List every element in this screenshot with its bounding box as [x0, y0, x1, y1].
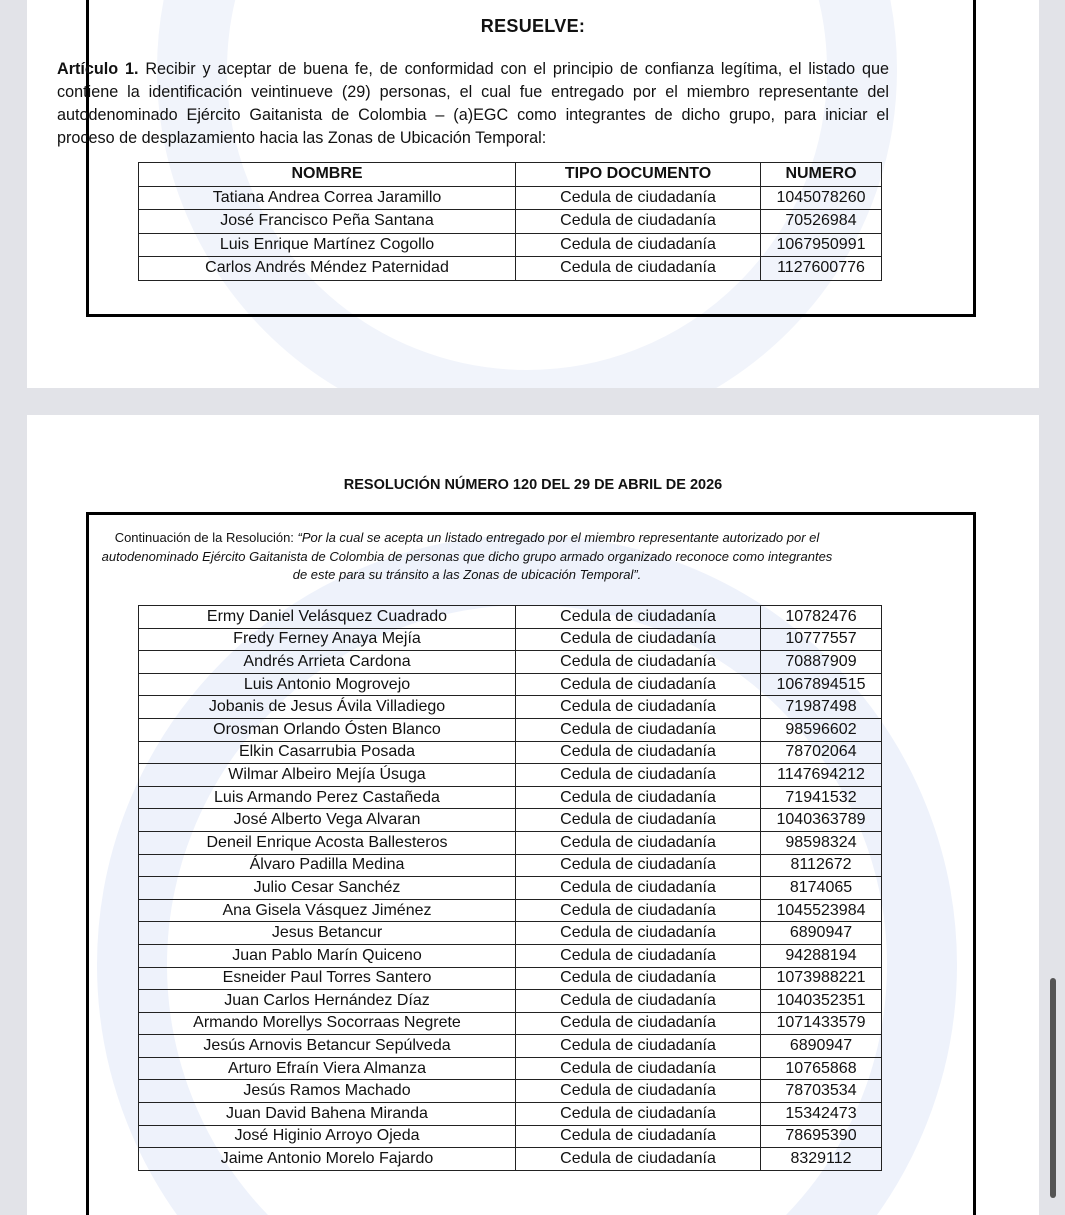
cell-tipo-documento: Cedula de ciudadanía: [516, 696, 761, 719]
header-nombre: NOMBRE: [139, 163, 516, 187]
cell-tipo-documento: Cedula de ciudadanía: [516, 899, 761, 922]
continuation-paragraph: [97, 529, 837, 585]
cell-nombre: Fredy Ferney Anaya Mejía: [139, 628, 516, 651]
table-row: [139, 628, 882, 651]
cell-numero: 78703534: [761, 1080, 882, 1103]
cell-numero: 6890947: [761, 1035, 882, 1058]
cell-numero: 10777557: [761, 628, 882, 651]
table-row: [139, 809, 882, 832]
cell-tipo-documento: Cedula de ciudadanía: [516, 606, 761, 629]
table-row: [139, 696, 882, 719]
cell-numero: 1147694212: [761, 764, 882, 787]
cell-nombre: Wilmar Albeiro Mejía Úsuga: [139, 764, 516, 787]
table-row: [139, 1103, 882, 1126]
cell-tipo-documento: Cedula de ciudadanía: [516, 1057, 761, 1080]
table-row: [139, 257, 882, 281]
resolution-title: RESOLUCIÓN NÚMERO 120 DEL 29 DE ABRIL DE 2026: [343, 477, 723, 493]
table-row: [139, 831, 882, 854]
cell-nombre: Jesus Betancur: [139, 922, 516, 945]
cell-nombre: Jesús Arnovis Betancur Sepúlveda: [139, 1035, 516, 1058]
table-row: [139, 1125, 882, 1148]
table-row: [139, 606, 882, 629]
cell-numero: 1127600776: [761, 257, 882, 281]
table-row: [139, 186, 882, 210]
cell-nombre: Armando Morellys Socorraas Negrete: [139, 1012, 516, 1035]
cell-nombre: Álvaro Padilla Medina: [139, 854, 516, 877]
cell-tipo-documento: Cedula de ciudadanía: [516, 741, 761, 764]
cell-nombre: Orosman Orlando Ósten Blanco: [139, 718, 516, 741]
cell-tipo-documento: Cedula de ciudadanía: [516, 628, 761, 651]
table-row: [139, 718, 882, 741]
cell-nombre: Esneider Paul Torres Santero: [139, 967, 516, 990]
cell-nombre: José Francisco Peña Santana: [139, 210, 516, 234]
header-tipo-documento: TIPO DOCUMENTO: [516, 163, 761, 187]
cell-numero: 94288194: [761, 944, 882, 967]
cell-tipo-documento: Cedula de ciudadanía: [516, 854, 761, 877]
cell-nombre: José Alberto Vega Alvaran: [139, 809, 516, 832]
cell-nombre: Luis Antonio Mogrovejo: [139, 673, 516, 696]
table-row: [139, 922, 882, 945]
cell-nombre: Julio Cesar Sanchéz: [139, 877, 516, 900]
article-label: Artículo 1.: [57, 60, 139, 78]
cell-tipo-documento: Cedula de ciudadanía: [516, 673, 761, 696]
cell-tipo-documento: Cedula de ciudadanía: [516, 922, 761, 945]
cell-numero: 8174065: [761, 877, 882, 900]
cell-tipo-documento: Cedula de ciudadanía: [516, 877, 761, 900]
cell-nombre: Luis Armando Perez Castañeda: [139, 786, 516, 809]
cell-nombre: Jaime Antonio Morelo Fajardo: [139, 1148, 516, 1171]
cell-numero: 98598324: [761, 831, 882, 854]
cell-nombre: Ermy Daniel Velásquez Cuadrado: [139, 606, 516, 629]
resuelve-heading: RESUELVE:: [480, 16, 586, 36]
table-row: [139, 786, 882, 809]
table-header-row: [139, 163, 882, 187]
cell-numero: 1067894515: [761, 673, 882, 696]
header-numero: NUMERO: [761, 163, 882, 187]
cell-numero: 1040363789: [761, 809, 882, 832]
cell-numero: 1067950991: [761, 233, 882, 257]
cell-nombre: Jesús Ramos Machado: [139, 1080, 516, 1103]
cell-tipo-documento: Cedula de ciudadanía: [516, 1012, 761, 1035]
table-row: [139, 944, 882, 967]
cell-numero: 6890947: [761, 922, 882, 945]
table-row: [139, 899, 882, 922]
document-page-1: [27, 0, 1039, 388]
table-row: [139, 1035, 882, 1058]
cell-nombre: Tatiana Andrea Correa Jaramillo: [139, 186, 516, 210]
cell-numero: 1071433579: [761, 1012, 882, 1035]
cell-tipo-documento: Cedula de ciudadanía: [516, 210, 761, 234]
table-row: [139, 1148, 882, 1171]
cell-tipo-documento: Cedula de ciudadanía: [516, 651, 761, 674]
cell-nombre: Andrés Arrieta Cardona: [139, 651, 516, 674]
cell-numero: 1040352351: [761, 990, 882, 1013]
continuation-prefix: Continuación de la Resolución:: [114, 530, 298, 545]
cell-numero: 71987498: [761, 696, 882, 719]
roster-table-2: [138, 605, 882, 1171]
cell-tipo-documento: Cedula de ciudadanía: [516, 1125, 761, 1148]
table-row: [139, 741, 882, 764]
table-row: [139, 990, 882, 1013]
cell-nombre: Arturo Efraín Viera Almanza: [139, 1057, 516, 1080]
table-row: [139, 764, 882, 787]
cell-tipo-documento: Cedula de ciudadanía: [516, 1148, 761, 1171]
cell-tipo-documento: Cedula de ciudadanía: [516, 944, 761, 967]
cell-nombre: Deneil Enrique Acosta Ballesteros: [139, 831, 516, 854]
cell-nombre: José Higinio Arroyo Ojeda: [139, 1125, 516, 1148]
cell-tipo-documento: Cedula de ciudadanía: [516, 233, 761, 257]
scrollbar-thumb[interactable]: [1050, 978, 1056, 1198]
cell-nombre: Carlos Andrés Méndez Paternidad: [139, 257, 516, 281]
cell-nombre: Luis Enrique Martínez Cogollo: [139, 233, 516, 257]
cell-numero: 8112672: [761, 854, 882, 877]
article-text: Recibir y aceptar de buena fe, de conformidad con el principio de confianza legítima, el listado que contiene la identificación veintinueve (29) personas, el cual fue entregado por el miembro representante del autodenominado Ejército Gaitanista de Colombia – (a)EGC como integrantes de dicho grupo, para iniciar el proceso de desplazamiento hacia las Zonas de Ubicación Temporal:: [57, 60, 889, 147]
cell-tipo-documento: Cedula de ciudadanía: [516, 718, 761, 741]
table-row: [139, 210, 882, 234]
table-row: [139, 967, 882, 990]
article-1-paragraph: [57, 58, 889, 150]
roster-table-1: [138, 162, 882, 281]
cell-numero: 1073988221: [761, 967, 882, 990]
cell-tipo-documento: Cedula de ciudadanía: [516, 809, 761, 832]
table-row: [139, 854, 882, 877]
cell-nombre: Jobanis de Jesus Ávila Villadiego: [139, 696, 516, 719]
cell-numero: 1045078260: [761, 186, 882, 210]
cell-numero: 98596602: [761, 718, 882, 741]
document-page-2: [27, 415, 1039, 1215]
cell-tipo-documento: Cedula de ciudadanía: [516, 1080, 761, 1103]
cell-numero: 70526984: [761, 210, 882, 234]
roster-table-1-body: [139, 186, 882, 280]
cell-numero: 1045523984: [761, 899, 882, 922]
cell-tipo-documento: Cedula de ciudadanía: [516, 1035, 761, 1058]
cell-tipo-documento: Cedula de ciudadanía: [516, 1103, 761, 1126]
cell-tipo-documento: Cedula de ciudadanía: [516, 786, 761, 809]
cell-nombre: Juan David Bahena Miranda: [139, 1103, 516, 1126]
cell-nombre: Elkin Casarrubia Posada: [139, 741, 516, 764]
cell-numero: 71941532: [761, 786, 882, 809]
cell-numero: 70887909: [761, 651, 882, 674]
table-row: [139, 1057, 882, 1080]
table-row: [139, 673, 882, 696]
cell-nombre: Juan Pablo Marín Quiceno: [139, 944, 516, 967]
cell-nombre: Juan Carlos Hernández Díaz: [139, 990, 516, 1013]
cell-tipo-documento: Cedula de ciudadanía: [516, 990, 761, 1013]
table-row: [139, 877, 882, 900]
cell-numero: 78695390: [761, 1125, 882, 1148]
cell-tipo-documento: Cedula de ciudadanía: [516, 186, 761, 210]
cell-nombre: Ana Gisela Vásquez Jiménez: [139, 899, 516, 922]
roster-table-2-body: [139, 606, 882, 1171]
table-row: [139, 1080, 882, 1103]
table-row: [139, 233, 882, 257]
cell-tipo-documento: Cedula de ciudadanía: [516, 967, 761, 990]
cell-tipo-documento: Cedula de ciudadanía: [516, 764, 761, 787]
cell-numero: 78702064: [761, 741, 882, 764]
cell-tipo-documento: Cedula de ciudadanía: [516, 257, 761, 281]
continuation-text: “Por la cual se acepta un listado entregado por el miembro representante autorizado por el autodenominado Ejército Gaitanista de Colombia de personas que dicho grupo armado organizado reconoce como integrantes de este para su tránsito a las Zonas de ubicación Temporal”.: [101, 530, 833, 582]
table-row: [139, 1012, 882, 1035]
cell-tipo-documento: Cedula de ciudadanía: [516, 831, 761, 854]
cell-numero: 8329112: [761, 1148, 882, 1171]
cell-numero: 15342473: [761, 1103, 882, 1126]
table-row: [139, 651, 882, 674]
cell-numero: 10765868: [761, 1057, 882, 1080]
cell-numero: 10782476: [761, 606, 882, 629]
